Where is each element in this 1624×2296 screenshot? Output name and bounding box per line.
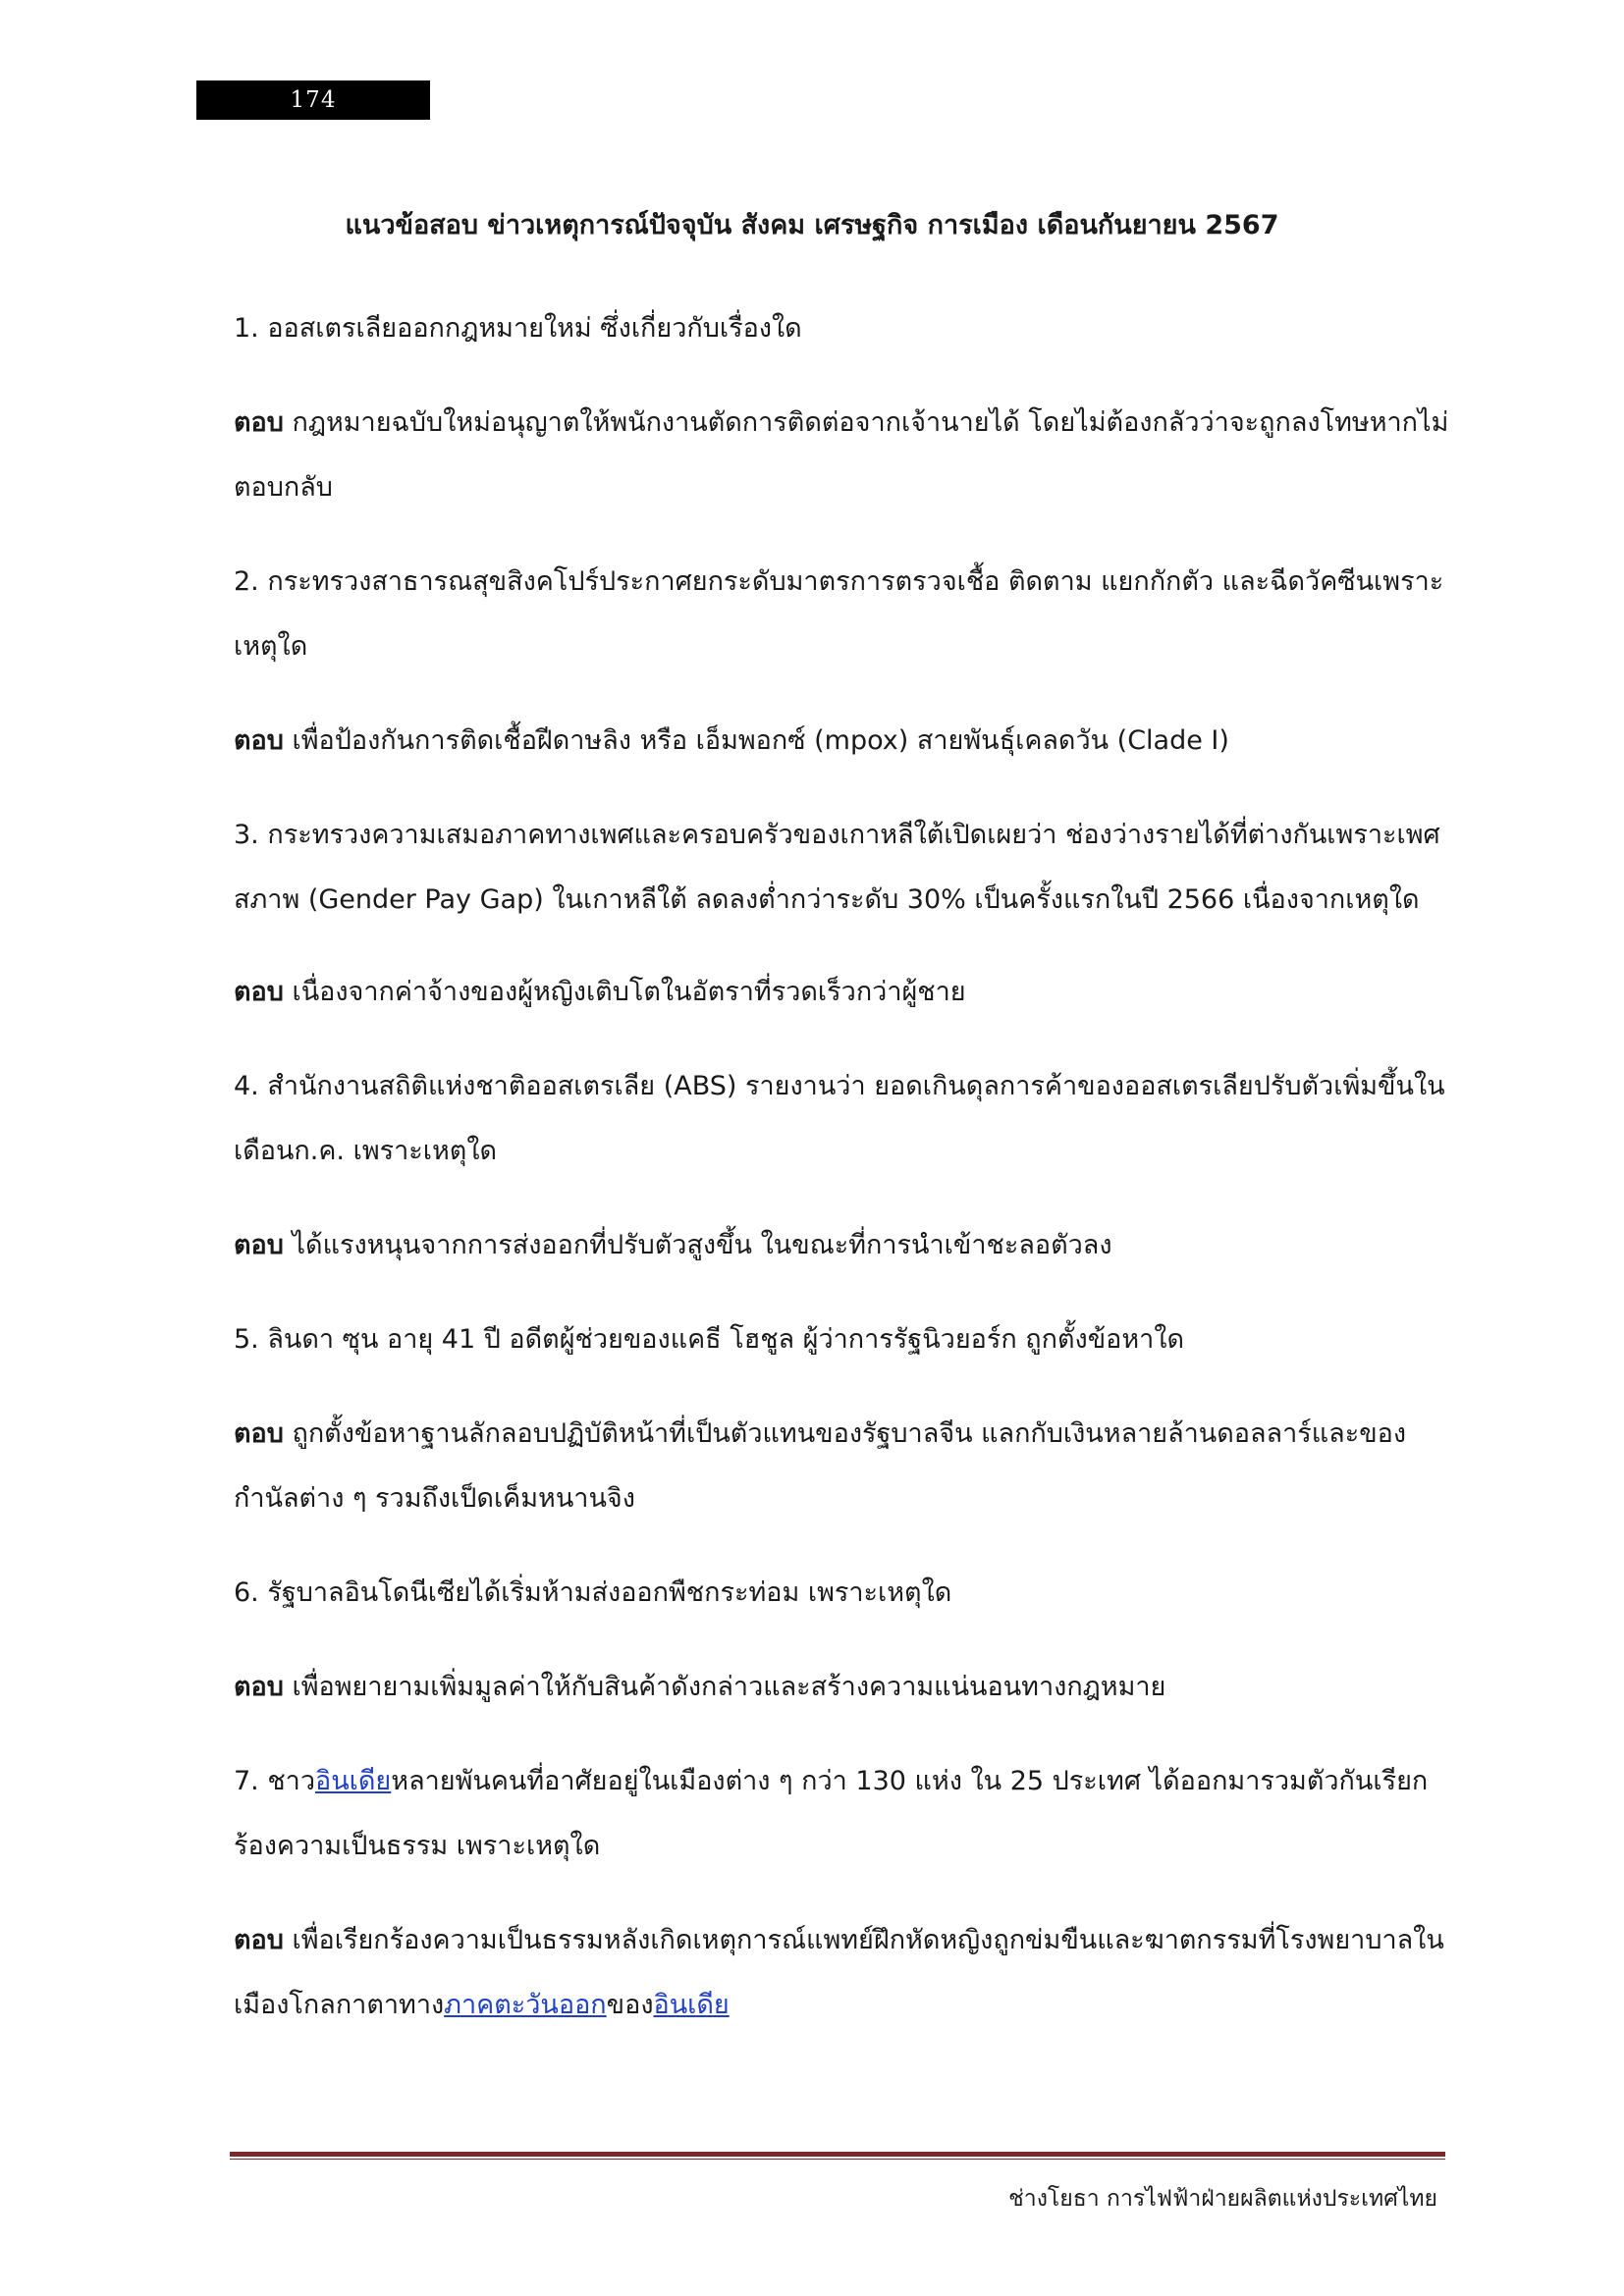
- answer-2: [234, 709, 1451, 774]
- answer-label: ตอบ: [234, 1672, 284, 1702]
- document-body: [234, 296, 1451, 2067]
- question-3: 3. กระทรวงความเสมอภาคทางเพศและครอบครัวของเกาหลีใต้เปิดเผยว่า ช่องว่างรายได้ที่ต่างกันเพราะเพศสภาพ (Gender Pay Gap) ในเกาหลีใต้ ลดลงต่ำกว่าระดับ 30% เป็นครั้งแรกในปี 2566 เนื่องจากเหตุใด: [234, 820, 1440, 915]
- answer-7-pre: เพื่อเรียกร้องความเป็นธรรมหลังเกิดเหตุการณ์แพทย์ฝึกหัดหญิงถูกข่มขืนและฆาตกรรมที่โรงพยาบาลในเมืองโกลกาตาทาง: [234, 1925, 1444, 2020]
- link-east-region[interactable]: ภาคตะวันออก: [444, 1990, 607, 2020]
- footer-text: ช่างโยธา การไฟฟ้าฝ่ายผลิตแห่งประเทศไทย: [1008, 2186, 1437, 2212]
- answer-7: [234, 1908, 1451, 2038]
- answer-1-text: กฎหมายฉบับใหม่อนุญาตให้พนักงานตัดการติดต่อจากเจ้านายได้ โดยไม่ต้องกลัวว่าจะถูกลงโทษหากไม่ตอบกลับ: [234, 407, 1449, 503]
- answer-4-text: ได้แรงหนุนจากการส่งออกที่ปรับตัวสูงขึ้น ในขณะที่การนำเข้าชะลอตัวลง: [283, 1230, 1112, 1260]
- answer-5-text: ถูกตั้งข้อหาฐานลักลอบปฏิบัติหน้าที่เป็นตัวแทนของรัฐบาลจีน แลกกับเงินหลายล้านดอลลาร์และของกำนัลต่าง ๆ รวมถึงเป็ดเค็มหนานจิง: [234, 1418, 1407, 1514]
- question-6: 6. รัฐบาลอินโดนีเซียได้เริ่มห้ามส่งออกพืชกระท่อม เพราะเหตุใด: [234, 1577, 952, 1608]
- question-7: [234, 1749, 1451, 1879]
- question-5: 5. ลินดา ซุน อายุ 41 ปี อดีตผู้ช่วยของแคธี โฮชูล ผู้ว่าการรัฐนิวยอร์ก ถูกตั้งข้อหาใด: [234, 1324, 1185, 1355]
- answer-label: ตอบ: [234, 1925, 284, 1955]
- answer-label: ตอบ: [234, 407, 284, 438]
- answer-label: ตอบ: [234, 1230, 284, 1260]
- answer-6: [234, 1655, 1451, 1720]
- answer-5: [234, 1402, 1451, 1531]
- footer-rule-thin: [230, 2159, 1445, 2160]
- answer-label: ตอบ: [234, 1418, 284, 1449]
- answer-3: [234, 960, 1451, 1025]
- question-1: 1. ออสเตรเลียออกกฎหมายใหม่ ซึ่งเกี่ยวกับเรื่องใด: [234, 313, 802, 344]
- question-2: 2. กระทรวงสาธารณสุขสิงคโปร์ประกาศยกระดับมาตรการตรวจเชื้อ ติดตาม แยกกักตัว และฉีดวัคซีนเพราะเหตุใด: [234, 566, 1444, 662]
- answer-3-text: เนื่องจากค่าจ้างของผู้หญิงเติบโตในอัตราที่รวดเร็วกว่าผู้ชาย: [283, 977, 966, 1007]
- footer-rule: [230, 2152, 1445, 2157]
- link-india-2[interactable]: อินเดีย: [653, 1990, 730, 2020]
- page-title: แนวข้อสอบ ข่าวเหตุการณ์ปัจจุบัน สังคม เศรษฐกิจ การเมือง เดือนกันยายน 2567: [345, 210, 1279, 240]
- answer-6-text: เพื่อพยายามเพิ่มมูลค่าให้กับสินค้าดังกล่าวและสร้างความแน่นอนทางกฎหมาย: [283, 1672, 1166, 1702]
- answer-2-text: เพื่อป้องกันการติดเชื้อฝีดาษลิง หรือ เอ็มพอกซ์ (mpox) สายพันธุ์เคลดวัน (Clade I): [283, 725, 1229, 756]
- question-7-pre: 7. ชาว: [234, 1766, 315, 1796]
- answer-label: ตอบ: [234, 977, 284, 1007]
- question-4: 4. สำนักงานสถิติแห่งชาติออสเตรเลีย (ABS) รายงานว่า ยอดเกินดุลการค้าของออสเตรเลียปรับตัวเพิ่มขึ้นในเดือนก.ค. เพราะเหตุใด: [234, 1071, 1445, 1166]
- page-number-badge: [196, 80, 430, 120]
- answer-7-mid: ของ: [606, 1990, 654, 2020]
- answer-4: [234, 1213, 1451, 1278]
- question-7-post: หลายพันคนที่อาศัยอยู่ในเมืองต่าง ๆ กว่า 130 แห่ง ใน 25 ประเทศ ได้ออกมารวมตัวกันเรียกร้องความเป็นธรรม เพราะเหตุใด: [234, 1766, 1429, 1861]
- answer-label: ตอบ: [234, 725, 284, 756]
- page-number: 174: [290, 87, 337, 113]
- answer-1: [234, 391, 1451, 520]
- link-india[interactable]: อินเดีย: [315, 1766, 392, 1796]
